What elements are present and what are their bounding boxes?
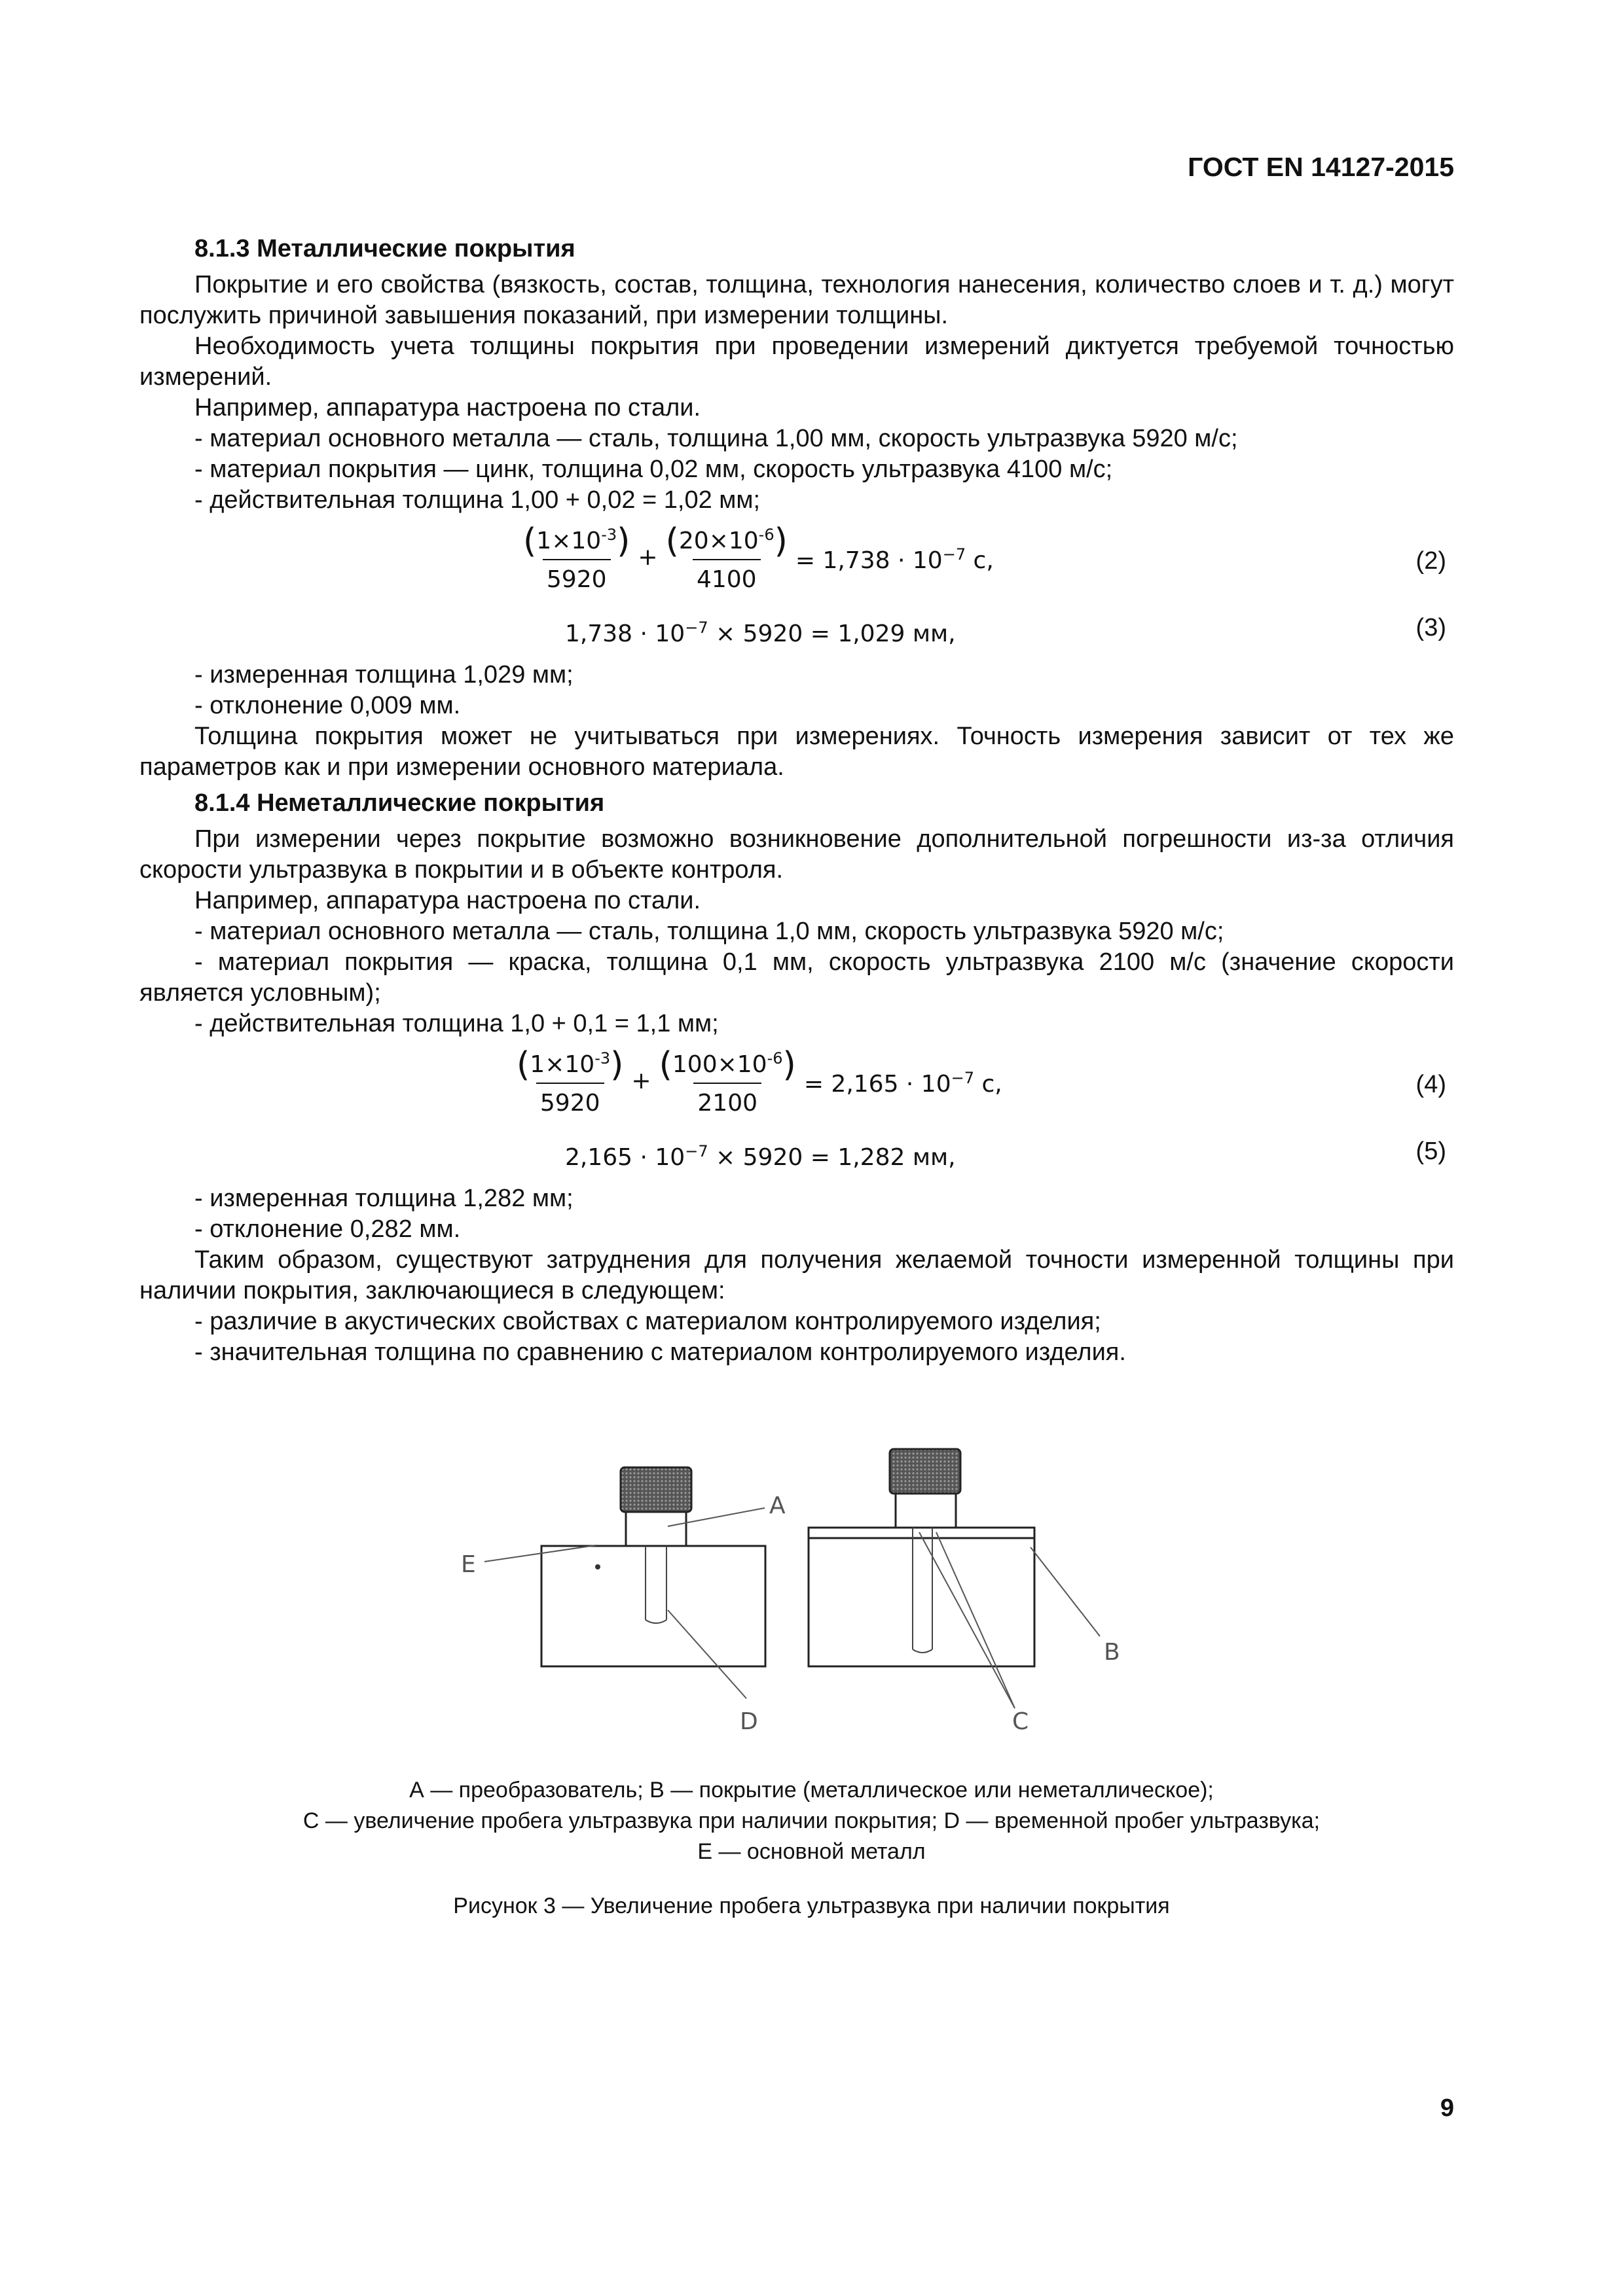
base-metal-block-right: [809, 1528, 1034, 1666]
list-item: - измеренная толщина 1,282 мм;: [194, 1185, 574, 1212]
document-id: ГОСТ EN 14127-2015: [1188, 152, 1454, 182]
eq-exponent: -6: [758, 526, 775, 544]
paragraph: Таким образом, существуют затруднения для получения желаемой точности измеренной толщины при наличии покрытия, заключающиеся в следующем:: [139, 1246, 1454, 1304]
leader-b: [1030, 1547, 1100, 1636]
eq-result: = 2,165 · 10: [803, 1070, 951, 1098]
equation-2: $\frac{(1\times 10^{-3})}{5920}$ + $\frac{(20\times 10^{-6})}{4100}$ = $1,738 \cdot 10^{-7}$ с, (2): [139, 520, 1454, 598]
probe-without-coating: [621, 1467, 691, 1546]
label-d: D: [740, 1708, 758, 1735]
eq-term: 1,738 · 10: [565, 620, 685, 647]
eq-term: 1×10: [530, 1051, 595, 1078]
eq-unit: с,: [966, 547, 994, 574]
legend-line: Е — основной металл: [697, 1839, 926, 1864]
eq-denominator: 2100: [693, 1083, 761, 1119]
page-content: [139, 234, 1454, 1368]
eq-term: 1×10: [536, 528, 602, 554]
list-item: - действительная толщина 1,0 + 0,1 = 1,1 мм;: [194, 1010, 719, 1037]
eq-exponent: −7: [942, 545, 966, 564]
list-item: - материал основного металла — сталь, толщина 1,00 мм, скорость ультразвука 5920 м/с;: [194, 425, 1238, 452]
legend-line: С — увеличение пробега ультразвука при наличии покрытия; D — временной пробег ультразвука;: [302, 1808, 1321, 1833]
list-item: - значительная толщина по сравнению с материалом контролируемого изделия.: [194, 1338, 1126, 1366]
base-metal-block-left: [541, 1546, 765, 1666]
legend-line: А — преобразователь; В — покрытие (металлическое или неметаллическое);: [409, 1778, 1214, 1803]
equation-number: (5): [1415, 1138, 1446, 1165]
label-a: A: [769, 1492, 786, 1519]
section-heading-8-1-4: 8.1.4 Неметаллические покрытия: [194, 789, 605, 817]
page-number: 9: [1440, 2094, 1454, 2122]
eq-denominator: 4100: [693, 559, 761, 595]
list-item: - действительная толщина 1,00 + 0,02 = 1,02 мм;: [194, 486, 761, 514]
equation-number: (2): [1415, 547, 1446, 575]
equation-number: (4): [1415, 1071, 1446, 1098]
eq-term: 100×10: [672, 1051, 767, 1078]
list-item: - материал основного металла — сталь, толщина 1,0 мм, скорость ультразвука 5920 м/с;: [194, 918, 1224, 945]
paragraph: Толщина покрытия может не учитываться при измерениях. Точность измерения зависит от тех же параметров как и при измерении основного материала.: [139, 723, 1454, 781]
label-c: C: [1012, 1708, 1029, 1735]
list-item: - материал покрытия — цинк, толщина 0,02 мм, скорость ультразвука 4100 м/с;: [194, 456, 1113, 483]
paragraph: Покрытие и его свойства (вязкость, состав, толщина, технология нанесения, количество слоев и т. д.) могут послужить причиной завышения показаний, при измерении толщины.: [139, 271, 1454, 329]
label-b: B: [1104, 1639, 1120, 1666]
label-e: E: [461, 1551, 476, 1578]
paragraph: При измерении через покрытие возможно возникновение дополнительной погрешности из-за отличия скорости ультразвука в покрытии и в объекте контроля.: [139, 825, 1454, 884]
eq-exponent: -3: [601, 526, 617, 544]
section-heading-8-1-3: 8.1.3 Металлические покрытия: [194, 235, 575, 262]
eq-result: = 1,738 · 10: [795, 547, 943, 574]
figure-legend: [0, 1775, 1623, 1867]
paragraph: Необходимость учета толщины покрытия при проведении измерений диктуется требуемой точностью измерений.: [139, 332, 1454, 391]
equation-number: (3): [1415, 614, 1446, 641]
eq-exponent: −7: [685, 619, 708, 637]
paragraph: Например, аппаратура настроена по стали.: [194, 394, 701, 422]
list-item: - различие в акустических свойствах с материалом контролируемого изделия;: [194, 1308, 1101, 1335]
equation-5: [139, 1130, 1454, 1175]
eq-exponent: -3: [594, 1049, 611, 1067]
eq-exponent: −7: [685, 1142, 708, 1160]
eq-term: × 5920 = 1,282 мм,: [708, 1144, 956, 1171]
eq-denominator: 5920: [536, 1083, 604, 1119]
equation-4: $\frac{(1\times 10^{-3})}{5920}$ + $\frac{(100\times 10^{-6})}{2100}$ = $2,165 \cdot 10^{-7}$ с, (4): [139, 1043, 1454, 1122]
list-item: - материал покрытия — краска, толщина 0,1 мм, скорость ультразвука 2100 м/с (значение скорости является условным);: [139, 948, 1454, 1007]
eq-term: 2,165 · 10: [565, 1144, 685, 1171]
paragraph: Например, аппаратура настроена по стали.: [194, 887, 701, 914]
list-item: - отклонение 0,282 мм.: [194, 1215, 461, 1243]
probe-with-coating: [890, 1449, 960, 1528]
figure-3-diagram: [452, 1440, 1172, 1754]
eq-exponent: -6: [767, 1049, 783, 1067]
list-item: - измеренная толщина 1,029 мм;: [194, 661, 574, 689]
eq-term: 20×10: [678, 528, 759, 554]
eq-term: × 5920 = 1,029 мм,: [708, 620, 956, 647]
eq-exponent: −7: [951, 1068, 975, 1087]
list-item: - отклонение 0,009 мм.: [194, 692, 461, 719]
eq-unit: с,: [974, 1070, 1002, 1098]
equation-3: [139, 606, 1454, 652]
figure-caption: Рисунок 3 — Увеличение пробега ультразвука при наличии покрытия: [453, 1893, 1170, 1918]
eq-denominator: 5920: [543, 559, 611, 595]
